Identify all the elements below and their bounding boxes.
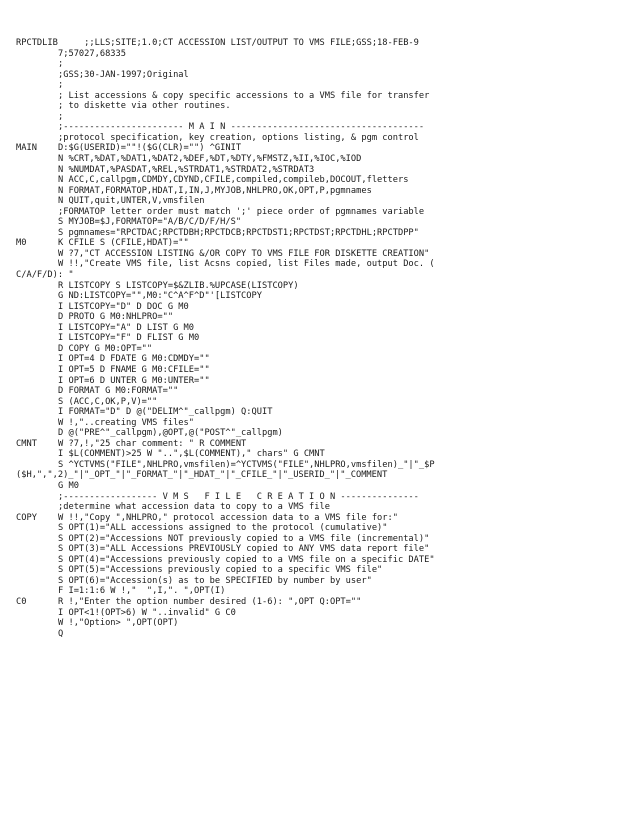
code-line <box>16 544 636 555</box>
code-line <box>16 460 636 471</box>
code-line <box>16 565 636 576</box>
line-code: R LISTCOPY S LISTCOPY=$&ZLIB.%UPCASE(LISTCOPY) <box>58 280 299 291</box>
line-code: D COPY G M0:OPT="" <box>58 343 153 354</box>
code-line <box>16 281 636 292</box>
line-code: I OPT=6 D UNTER G M0:UNTER="" <box>58 375 210 386</box>
line-label <box>16 502 58 513</box>
line-code: W !,"Option> ",OPT(OPT) <box>58 618 179 629</box>
line-code: " <box>68 270 74 281</box>
line-label <box>16 354 58 365</box>
line-label <box>16 481 58 492</box>
line-label <box>16 376 58 387</box>
code-line <box>16 302 636 313</box>
line-code: W !!,"Create VMS file, list Acsns copied, list Files made, output Doc. ( <box>58 259 435 270</box>
code-line <box>16 312 636 323</box>
line-code: F I=1:1:6 W !," ",I,". ",OPT(I) <box>58 586 226 597</box>
line-code: ;GSS;30-JAN-1997;Original <box>58 69 189 80</box>
code-line <box>16 365 636 376</box>
code-line <box>16 196 636 207</box>
line-label <box>16 586 58 597</box>
code-line <box>16 354 636 365</box>
line-label <box>16 165 58 176</box>
line-code: I OPT<1!(OPT>6) W "..invalid" G C0 <box>58 607 236 618</box>
code-line <box>16 470 636 481</box>
code-line <box>16 49 636 60</box>
line-label <box>16 59 58 70</box>
line-code: I OPT=4 D FDATE G M0:CDMDY="" <box>58 354 210 365</box>
line-label <box>16 565 58 576</box>
code-line <box>16 165 636 176</box>
line-label <box>16 449 58 460</box>
line-label <box>16 544 58 555</box>
line-label <box>16 397 58 408</box>
code-line <box>16 618 636 629</box>
line-code: G ND:LISTCOPY="",M0:"C^A^F^D"'[LISTCOPY <box>58 291 262 302</box>
code-listing <box>16 38 636 639</box>
line-code: W ?7,!,"25 char comment: " R COMMENT <box>58 438 247 449</box>
line-code: I LISTCOPY="F" D FLIST G M0 <box>58 333 200 344</box>
line-code: S pgmnames="RPCTDAC;RPCTDBH;RPCTDCB;RPCTDST1;RPCTDST;RPCTDHL;RPCTDPP" <box>58 227 419 238</box>
line-label: CMNT <box>16 438 37 449</box>
line-label <box>16 259 58 270</box>
code-line <box>16 397 636 408</box>
line-code: S (ACC,C,OK,P,V)="" <box>58 396 158 407</box>
line-code: ;----------------------- M A I N ------------------------------------- <box>58 122 425 133</box>
code-line <box>16 608 636 619</box>
line-code: W ?7,"CT ACCESSION LISTING &/OR COPY TO VMS FILE FOR DISKETTE CREATION" <box>58 248 430 259</box>
line-label <box>16 492 58 503</box>
line-label <box>16 365 58 376</box>
code-line <box>16 534 636 545</box>
line-label <box>16 49 58 60</box>
line-label: C/A/F/D): <box>16 270 69 281</box>
line-label <box>16 101 58 112</box>
line-code: 7;57027,68335 <box>58 48 126 59</box>
line-label <box>16 608 58 619</box>
code-line <box>16 112 636 123</box>
line-code: W !,"..creating VMS files" <box>58 417 194 428</box>
line-label <box>16 281 58 292</box>
code-line <box>16 270 636 281</box>
code-line <box>16 238 636 249</box>
code-line <box>16 249 636 260</box>
code-line <box>16 428 636 439</box>
code-line <box>16 418 636 429</box>
line-label <box>16 386 58 397</box>
line-code: R !,"Enter the option number desired (1-6): ",OPT Q:OPT="" <box>58 596 362 607</box>
line-code: I OPT=5 D FNAME G M0:CFILE="" <box>58 364 210 375</box>
line-code: D PROTO G M0:NHLPRO="" <box>58 312 174 323</box>
line-label <box>16 534 58 545</box>
code-line <box>16 513 636 524</box>
code-line <box>16 59 636 70</box>
line-code: N FORMAT,FORMATOP,HDAT,I,IN,J,MYJOB,NHLPRO,OK,OPT,P,pgmnames <box>58 185 372 196</box>
code-line <box>16 386 636 397</box>
line-label <box>16 154 58 165</box>
line-code: K CFILE S (CFILE,HDAT)="" <box>58 238 189 249</box>
line-code: ;protocol specification, key creation, options listing, & pgm control <box>58 132 419 143</box>
line-label <box>16 112 58 123</box>
line-label <box>16 207 58 218</box>
code-line <box>16 492 636 503</box>
line-code: D @("PRE^"_callpgm),@OPT,@("POST^"_callpgm) <box>58 428 283 439</box>
line-label <box>16 249 58 260</box>
line-code: S OPT(4)="Accessions previously copied to a VMS file on a specific DATE" <box>58 554 435 565</box>
code-line <box>16 186 636 197</box>
line-code: N %CRT,%DAT,%DAT1,%DAT2,%DEF,%DT,%DTY,%FMSTZ,%II,%IOC,%IOD <box>58 154 362 165</box>
line-label: COPY <box>16 512 37 523</box>
line-label <box>16 291 58 302</box>
line-code: S OPT(6)="Accession(s) as to be SPECIFIED by number by user" <box>58 575 372 586</box>
line-code: N ACC,C,callpgm,CDMDY,CDYND,CFILE,compiled,compileb,DOCOUT,fletters <box>58 175 409 186</box>
code-line <box>16 143 636 154</box>
line-code: I $L(COMMENT)>25 W "..",$L(COMMENT)," chars" G CMNT <box>58 449 325 460</box>
line-code: ; <box>58 59 64 70</box>
line-code: N %NUMDAT,%PASDAT,%REL,%STRDAT1,%STRDAT2,%STRDAT3 <box>58 164 315 175</box>
line-label <box>16 344 58 355</box>
code-line <box>16 376 636 387</box>
line-code: ;FORMATOP letter order must match ';' piece order of pgmnames variable <box>58 206 425 217</box>
code-line <box>16 597 636 608</box>
line-code: I LISTCOPY="A" D LIST G M0 <box>58 322 194 333</box>
code-line <box>16 481 636 492</box>
line-label: ($H,",",2)_"|"_OPT_"|"_FORMAT_"|"_HDAT_"|"_CFILE_"|"_USERID_"|"_COMMENT <box>16 470 388 481</box>
line-code: ; List accessions & copy specific accessions to a VMS file for transfer <box>58 90 430 101</box>
line-label <box>16 618 58 629</box>
line-label: M0 <box>16 238 27 249</box>
line-code: ; <box>58 80 64 91</box>
code-line <box>16 207 636 218</box>
code-line <box>16 502 636 513</box>
line-label <box>16 228 58 239</box>
code-line <box>16 133 636 144</box>
line-label <box>16 323 58 334</box>
code-line <box>16 439 636 450</box>
line-label <box>16 302 58 313</box>
code-line <box>16 70 636 81</box>
code-line <box>16 555 636 566</box>
line-code: S OPT(1)="ALL accessions assigned to the protocol (cumulative)" <box>58 523 388 534</box>
line-label <box>16 460 58 471</box>
line-label <box>16 217 58 228</box>
line-label <box>16 312 58 323</box>
line-label: MAIN <box>16 143 37 154</box>
code-line <box>16 586 636 597</box>
line-label <box>16 133 58 144</box>
code-line <box>16 523 636 534</box>
line-code: S OPT(2)="Accessions NOT previously copied to a VMS file (incremental)" <box>58 533 430 544</box>
code-line <box>16 323 636 334</box>
code-line <box>16 576 636 587</box>
code-line <box>16 407 636 418</box>
line-label <box>16 91 58 102</box>
code-line <box>16 217 636 228</box>
line-code: ;------------------ V M S F I L E C R E A T I O N --------------- <box>58 491 419 502</box>
code-line <box>16 175 636 186</box>
line-code: ; <box>58 111 64 122</box>
line-label <box>16 418 58 429</box>
line-code: S ^YCTVMS("FILE",NHLPRO,vmsfilen)=^YCTVMS("FILE",NHLPRO,vmsfilen)_"|"_$P <box>58 459 435 470</box>
line-label <box>16 555 58 566</box>
line-label <box>16 333 58 344</box>
code-line <box>16 629 636 640</box>
line-code: D:$G(USERID)=""!($G(CLR)="") ^GINIT <box>58 143 242 154</box>
line-code: Q <box>58 628 64 639</box>
line-label <box>16 196 58 207</box>
line-code: I LISTCOPY="D" D DOC G M0 <box>58 301 189 312</box>
line-code: I FORMAT="D" D @("DELIM^"_callpgm) Q:QUIT <box>58 407 273 418</box>
code-line <box>16 291 636 302</box>
line-label <box>16 175 58 186</box>
code-line <box>16 154 636 165</box>
code-line <box>16 259 636 270</box>
line-code: S MYJOB=$J,FORMATOP="A/B/C/D/F/H/S" <box>58 217 242 228</box>
code-line <box>16 344 636 355</box>
code-line <box>16 101 636 112</box>
line-code: S OPT(5)="Accessions previously copied to a specific VMS file" <box>58 565 383 576</box>
line-code: G M0 <box>58 480 79 491</box>
line-label <box>16 428 58 439</box>
line-label <box>16 186 58 197</box>
line-code: W !!,"Copy ",NHLPRO," protocol accession data to a VMS file for:" <box>58 512 398 523</box>
line-label <box>16 70 58 81</box>
line-label <box>16 523 58 534</box>
line-label: C0 <box>16 596 27 607</box>
code-line <box>16 38 636 49</box>
code-line <box>16 122 636 133</box>
line-label <box>16 122 58 133</box>
code-line <box>16 228 636 239</box>
line-label <box>16 576 58 587</box>
line-label <box>16 629 58 640</box>
code-line <box>16 449 636 460</box>
code-line <box>16 91 636 102</box>
line-code: N QUIT,quit,UNTER,V,vmsfilen <box>58 196 205 207</box>
line-code: ;;LLS;SITE;1.0;CT ACCESSION LIST/OUTPUT TO VMS FILE;GSS;18-FEB-9 <box>58 38 419 48</box>
line-code: S OPT(3)="ALL Accessions PREVIOUSLY copied to ANY VMS data report file" <box>58 544 430 555</box>
code-line <box>16 80 636 91</box>
line-code: D FORMAT G M0:FORMAT="" <box>58 386 179 397</box>
line-code: ;determine what accession data to copy to a VMS file <box>58 502 330 513</box>
line-label <box>16 80 58 91</box>
code-line <box>16 333 636 344</box>
line-code: ; to diskette via other routines. <box>58 101 231 112</box>
line-label: RPCTDLIB <box>16 38 58 48</box>
line-label <box>16 407 58 418</box>
